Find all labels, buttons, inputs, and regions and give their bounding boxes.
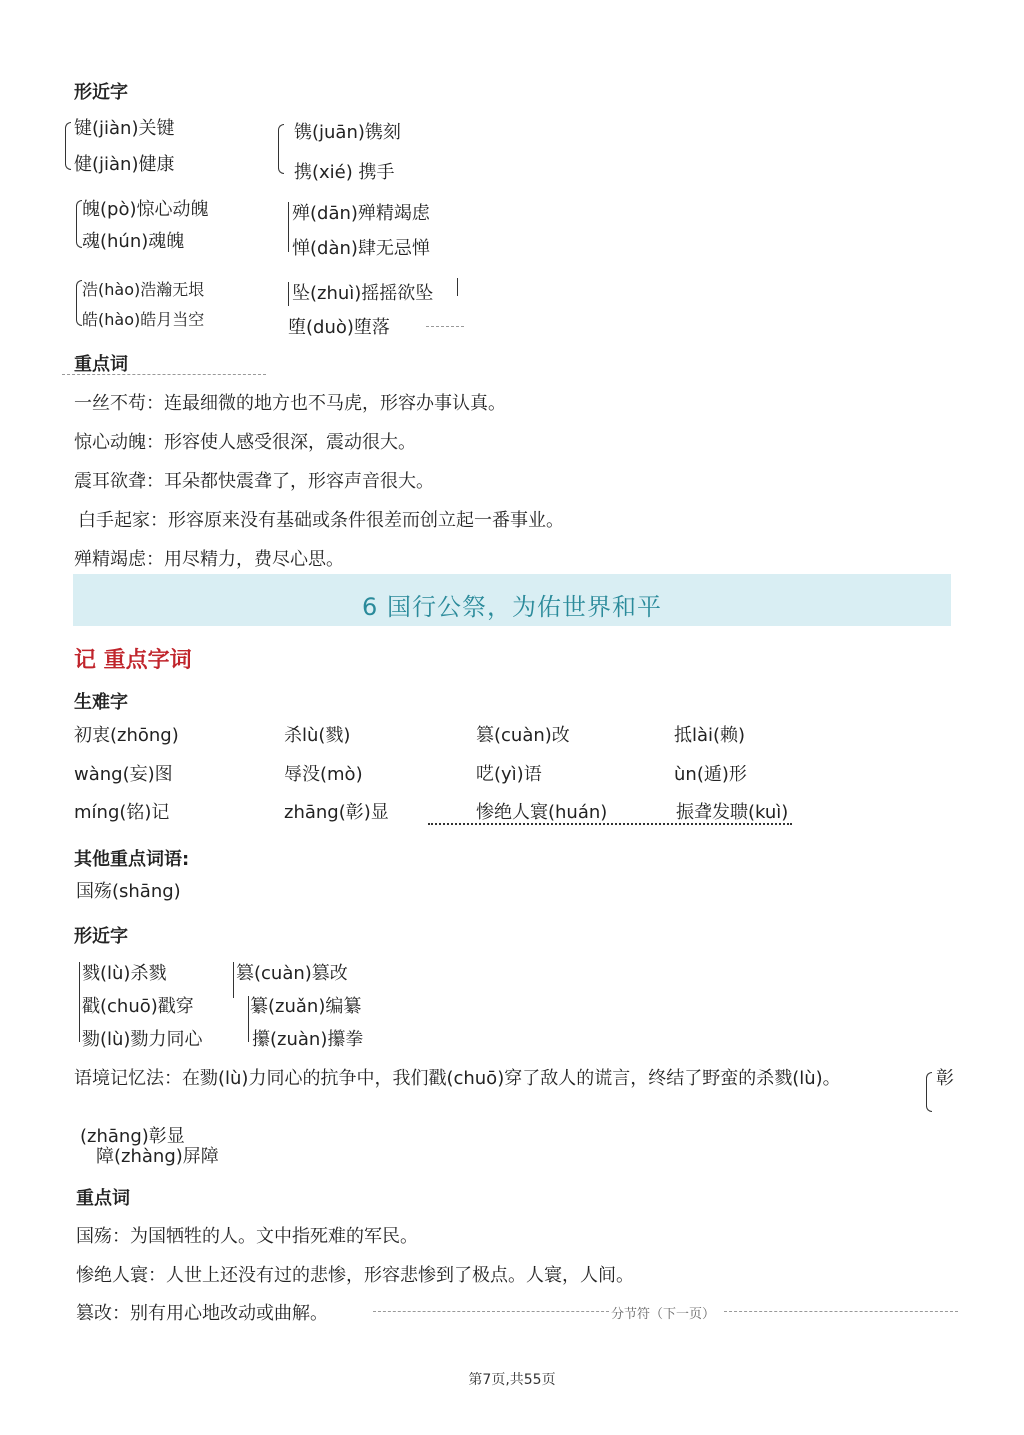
- char-item: 呓(yì)语: [476, 764, 542, 785]
- word-def: 惊心动魄：形容使人感受很深，震动很大。: [74, 432, 416, 453]
- word-def: 殚精竭虑：用尽精力，费尽心思。: [74, 549, 344, 570]
- brace: [926, 1072, 932, 1112]
- bracket-bar: [288, 202, 289, 252]
- char-item: 惨绝人寰(huán): [476, 802, 608, 823]
- xjz-item: 皓(hào)皓月当空: [82, 310, 205, 329]
- bracket-bar: [457, 278, 458, 296]
- xjz-item: 键(jiàn)关键: [74, 118, 175, 139]
- xjz-item: 健(jiàn)健康: [74, 154, 175, 175]
- lesson-title: 6 国行公祭，为佑世界和平: [362, 593, 662, 621]
- brace: [278, 124, 284, 174]
- xjz-item: 障(zhàng)屏障: [96, 1146, 219, 1167]
- char-item: ùn(遁)形: [674, 764, 747, 785]
- zdc-heading-a: 重点词: [74, 354, 128, 375]
- char-item: 抵lài(赖): [674, 725, 746, 746]
- xjz-item: 坠(zhuì)摇摇欲坠: [292, 283, 434, 304]
- bracket-bar: [233, 962, 234, 998]
- other-word: 国殇(shāng): [76, 881, 181, 902]
- xjz-item: 篡(cuàn)篡改: [236, 963, 348, 984]
- word-def: 白手起家：形容原来没有基础或条件很差而创立起一番事业。: [78, 510, 564, 531]
- dash-mark: [426, 326, 464, 327]
- char-item: 杀lù(戮): [284, 725, 351, 746]
- xjz-item: 殚(dān)殚精竭虑: [292, 203, 430, 224]
- bracket-bar: [79, 962, 80, 1042]
- xjz-heading-a: 形近字: [74, 82, 128, 103]
- xjz-item: (zhāng)彰显: [80, 1126, 185, 1147]
- char-item: wàng(妄)图: [74, 764, 173, 785]
- context-tail: 彰: [936, 1068, 954, 1089]
- word-def: 一丝不苟：连最细微的地方也不马虎，形容办事认真。: [74, 393, 506, 414]
- section-break-label: 分节符（下一页）: [611, 1307, 716, 1322]
- word-def: 震耳欲聋：耳朵都快震聋了，形容声音很大。: [74, 471, 434, 492]
- page-number: 第7页,共55页: [468, 1372, 556, 1388]
- xjz-item: 攥(zuàn)攥拳: [252, 1029, 364, 1050]
- xjz-item: 勠(lù)勠力同心: [82, 1029, 203, 1050]
- section-break-line: [724, 1311, 958, 1312]
- section-heading: 记 重点字词: [74, 648, 192, 673]
- xjz-item: 惮(dàn)肆无忌惮: [292, 238, 430, 259]
- word-def: 篡改：别有用心地改动或曲解。: [76, 1303, 328, 1324]
- char-item: 篡(cuàn)改: [476, 725, 570, 746]
- bracket-bar: [248, 996, 249, 1042]
- context-sentence: 语境记忆法：在勠(lù)力同心的抗争中，我们戳(chuō)穿了敌人的谎言，终结了野蛮的杀戮(lù)。: [74, 1068, 841, 1089]
- xjz-item: 纂(zuǎn)编纂: [250, 996, 362, 1017]
- xjz-item: 魄(pò)惊心动魄: [82, 199, 209, 220]
- brace: [65, 122, 71, 170]
- dash-underline: [62, 374, 266, 375]
- char-item: 辱没(mò): [284, 764, 363, 785]
- xjz-item: 魂(hún)魂魄: [82, 231, 185, 252]
- snz-heading: 生难字: [74, 692, 128, 713]
- xjz-item: 携(xié) 携手: [294, 162, 395, 183]
- xjz-item: 镌(juān)镌刻: [294, 122, 401, 143]
- bracket-bar: [288, 282, 289, 306]
- word-def: 惨绝人寰：人世上还没有过的悲惨，形容悲惨到了极点。人寰，人间。: [76, 1265, 634, 1286]
- char-item: zhāng(彰)显: [284, 802, 389, 823]
- lesson-banner: [73, 574, 951, 626]
- dotted-underline: [428, 823, 792, 825]
- char-item: 振聋发聩(kuì): [676, 802, 789, 823]
- xjz-item: 浩(hào)浩瀚无垠: [82, 280, 205, 299]
- zdc-heading-b: 重点词: [76, 1188, 130, 1209]
- xjz-heading-b: 形近字: [74, 926, 128, 947]
- xjz-item: 戳(chuō)戳穿: [82, 996, 194, 1017]
- word-def: 国殇：为国牺牲的人。文中指死难的军民。: [76, 1226, 418, 1247]
- xjz-item: 戮(lù)杀戮: [82, 963, 167, 984]
- other-heading: 其他重点词语:: [74, 849, 190, 870]
- char-item: 初衷(zhōng): [74, 725, 179, 746]
- xjz-item: 堕(duò)堕落: [288, 317, 390, 338]
- char-item: míng(铭)记: [74, 802, 170, 823]
- section-break-line: [373, 1311, 609, 1312]
